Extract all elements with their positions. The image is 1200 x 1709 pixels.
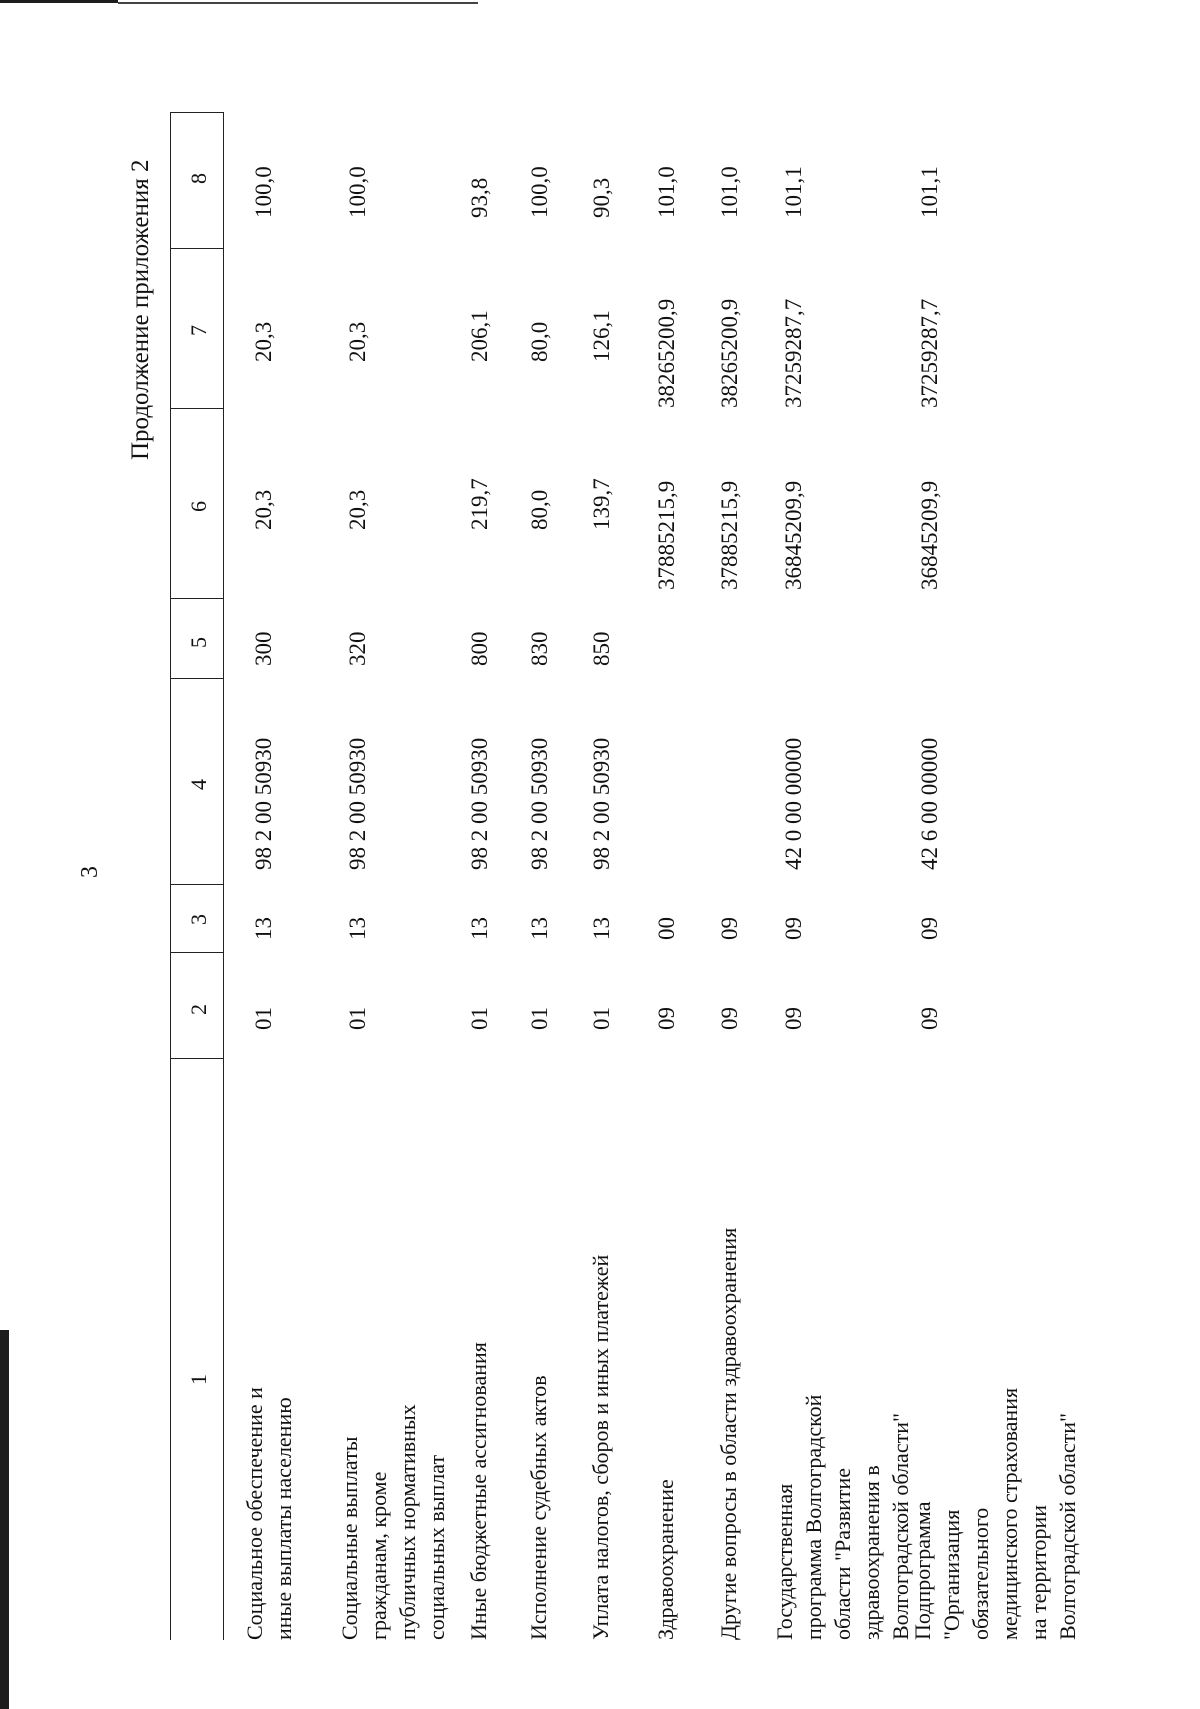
table-cell: 37259287,7 bbox=[917, 298, 942, 408]
table-cell: 37885215,9 bbox=[654, 480, 679, 590]
table-row-name: Государственная программа Волгоградской области "Развитие здравоохранения в Волгоградской области" bbox=[772, 1394, 913, 1640]
table-cell: 09 bbox=[717, 1007, 742, 1030]
table-cell: 90,3 bbox=[589, 177, 614, 218]
table-cell: 98 2 00 50930 bbox=[345, 737, 370, 870]
table-cell: 800 bbox=[467, 631, 492, 666]
table-cell: 20,3 bbox=[251, 489, 276, 530]
table-cell: 206,1 bbox=[467, 310, 492, 362]
table-cell: 219,7 bbox=[467, 478, 492, 530]
table-cell: 100,0 bbox=[345, 166, 370, 218]
table-cell: 13 bbox=[527, 917, 552, 940]
column-number-1: 1 bbox=[186, 1374, 211, 1385]
table-cell: 98 2 00 50930 bbox=[251, 737, 276, 870]
table-cell: 93,8 bbox=[467, 177, 492, 218]
table-cell: 20,3 bbox=[251, 321, 276, 362]
table-row-name: Исполнение судебных актов bbox=[526, 1375, 551, 1640]
table-cell: 98 2 00 50930 bbox=[527, 737, 552, 870]
column-number-8: 8 bbox=[186, 173, 211, 184]
table-cell: 01 bbox=[345, 1007, 370, 1030]
table-cell: 09 bbox=[781, 917, 806, 940]
table-cell: 42 6 00 00000 bbox=[917, 737, 942, 870]
table-cell: 101,0 bbox=[654, 166, 679, 218]
table-cell: 09 bbox=[781, 1007, 806, 1030]
table-cell: 300 bbox=[251, 631, 276, 666]
table-row-name: Социальное обеспечение и иные выплаты населению bbox=[242, 1387, 296, 1640]
table-cell: 38265200,9 bbox=[654, 298, 679, 408]
table-cell: 01 bbox=[527, 1007, 552, 1030]
table-cell: 00 bbox=[654, 917, 679, 940]
table-cell: 13 bbox=[589, 917, 614, 940]
column-number-6: 6 bbox=[186, 501, 211, 512]
table-cell: 01 bbox=[467, 1007, 492, 1030]
table-cell: 20,3 bbox=[345, 321, 370, 362]
table-cell: 80,0 bbox=[527, 489, 552, 530]
table-cell: 20,3 bbox=[345, 489, 370, 530]
table-cell: 80,0 bbox=[527, 321, 552, 362]
column-number-2: 2 bbox=[186, 1004, 211, 1015]
table-cell: 850 bbox=[589, 631, 614, 666]
table-cell: 100,0 bbox=[527, 166, 552, 218]
column-number-7: 7 bbox=[186, 325, 211, 336]
table-cell: 01 bbox=[589, 1007, 614, 1030]
table-cell: 36845209,9 bbox=[917, 480, 942, 590]
table-row-name: Другие вопросы в области здравоохранения bbox=[716, 1227, 741, 1640]
table-row-name: Подпрограмма "Организация обязательного медицинского страхования на территории Волгоградской области" bbox=[910, 1387, 1080, 1640]
table-cell: 101,1 bbox=[781, 166, 806, 218]
table-cell: 100,0 bbox=[251, 166, 276, 218]
table-cell: 13 bbox=[345, 917, 370, 940]
table-cell: 09 bbox=[917, 917, 942, 940]
table-cell: 98 2 00 50930 bbox=[589, 737, 614, 870]
table-cell: 01 bbox=[251, 1007, 276, 1030]
table-row-name: Иные бюджетные ассигнования bbox=[466, 1342, 491, 1640]
table-cell: 830 bbox=[527, 631, 552, 666]
table-cell: 36845209,9 bbox=[781, 480, 806, 590]
table-row-name: Здравоохранение bbox=[653, 1479, 678, 1640]
table-row-name: Социальные выплаты гражданам, кроме публичных нормативных социальных выплат bbox=[337, 1404, 449, 1640]
table-cell: 101,1 bbox=[917, 166, 942, 218]
table-cell: 09 bbox=[717, 917, 742, 940]
table-cell: 101,0 bbox=[717, 166, 742, 218]
column-number-4: 4 bbox=[186, 779, 211, 790]
table-cell: 98 2 00 50930 bbox=[467, 737, 492, 870]
table-cell: 139,7 bbox=[589, 478, 614, 530]
scan-edge bbox=[118, 2, 478, 4]
column-number-3: 3 bbox=[186, 914, 211, 925]
page-number: 3 bbox=[77, 866, 103, 878]
scan-edge bbox=[0, 1330, 9, 1709]
table-cell: 126,1 bbox=[589, 310, 614, 362]
scan-edge bbox=[0, 0, 118, 3]
table-cell: 42 0 00 00000 bbox=[781, 737, 806, 870]
table-cell: 320 bbox=[345, 631, 370, 666]
table-cell: 37885215,9 bbox=[717, 480, 742, 590]
table-cell: 09 bbox=[654, 1007, 679, 1030]
table-cell: 13 bbox=[251, 917, 276, 940]
table-cell: 09 bbox=[917, 1007, 942, 1030]
continuation-title: Продолжение приложения 2 bbox=[127, 159, 154, 460]
table-row-name: Уплата налогов, сборов и иных платежей bbox=[588, 1254, 613, 1640]
column-number-5: 5 bbox=[186, 637, 211, 648]
table-cell: 37259287,7 bbox=[781, 298, 806, 408]
table-cell: 13 bbox=[467, 917, 492, 940]
table-cell: 38265200,9 bbox=[717, 298, 742, 408]
